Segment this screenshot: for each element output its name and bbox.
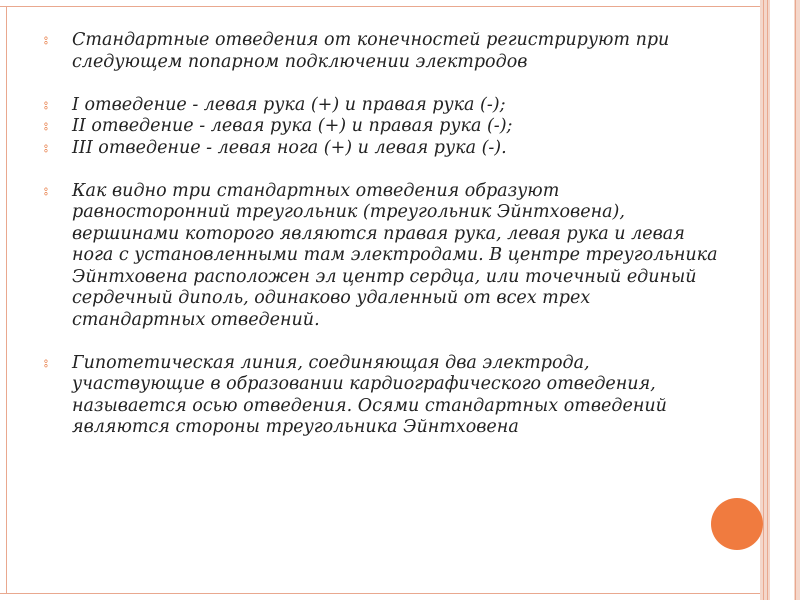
bullet-item-lead-2 (40, 116, 720, 138)
bullet-text: Гипотетическая линия, соединяющая два электрода, участвующие в образовании кардиографического отведения, называется осью отведения. Осями стандартных отведений являются стороны треугольника Эйнтховена (72, 352, 667, 437)
bullet-text: I отведение - левая рука (+) и правая рука (-); (72, 94, 506, 115)
bullet-icon: ⦂ (44, 355, 48, 371)
bullet-item-intro (40, 30, 720, 73)
bullet-item-lead-1 (40, 95, 720, 117)
bullet-text: II отведение - левая рука (+) и правая рука (-); (72, 116, 513, 136)
decorative-orange-circle (711, 498, 763, 550)
bullet-icon: ⦂ (44, 97, 48, 113)
frame-left-line (6, 6, 7, 594)
bullet-text: III отведение - левая нога (+) и левая рука (-). (72, 137, 507, 158)
bullet-item-lead-3 (40, 138, 720, 160)
bullet-icon: ⦂ (44, 140, 48, 156)
slide-content (40, 30, 720, 439)
bullet-text: Стандартные отведения от конечностей регистрируют при следующем попарном подключении электродов (72, 30, 670, 72)
side-decorative-border (760, 0, 800, 600)
frame-bottom-line (0, 593, 760, 594)
bullet-item-lead-axis (40, 353, 720, 439)
bullet-item-einthoven-triangle (40, 181, 720, 332)
bullet-icon: ⦂ (44, 183, 48, 199)
bullet-icon: ⦂ (44, 33, 48, 48)
bullet-icon: ⦂ (44, 119, 48, 134)
frame-top-line (0, 6, 760, 7)
bullet-text: Как видно три стандартных отведения образуют равносторонний треугольник (треугольник Эйнтховена), вершинами которого являются правая рука, левая рука и левая нога с установленными там электродами. В центре треугольника Эйнтховена расположен эл центр сердца, или точечный единый сердечный диполь, одинаково удаленный от всех трех стандартных отведений. (72, 180, 718, 330)
